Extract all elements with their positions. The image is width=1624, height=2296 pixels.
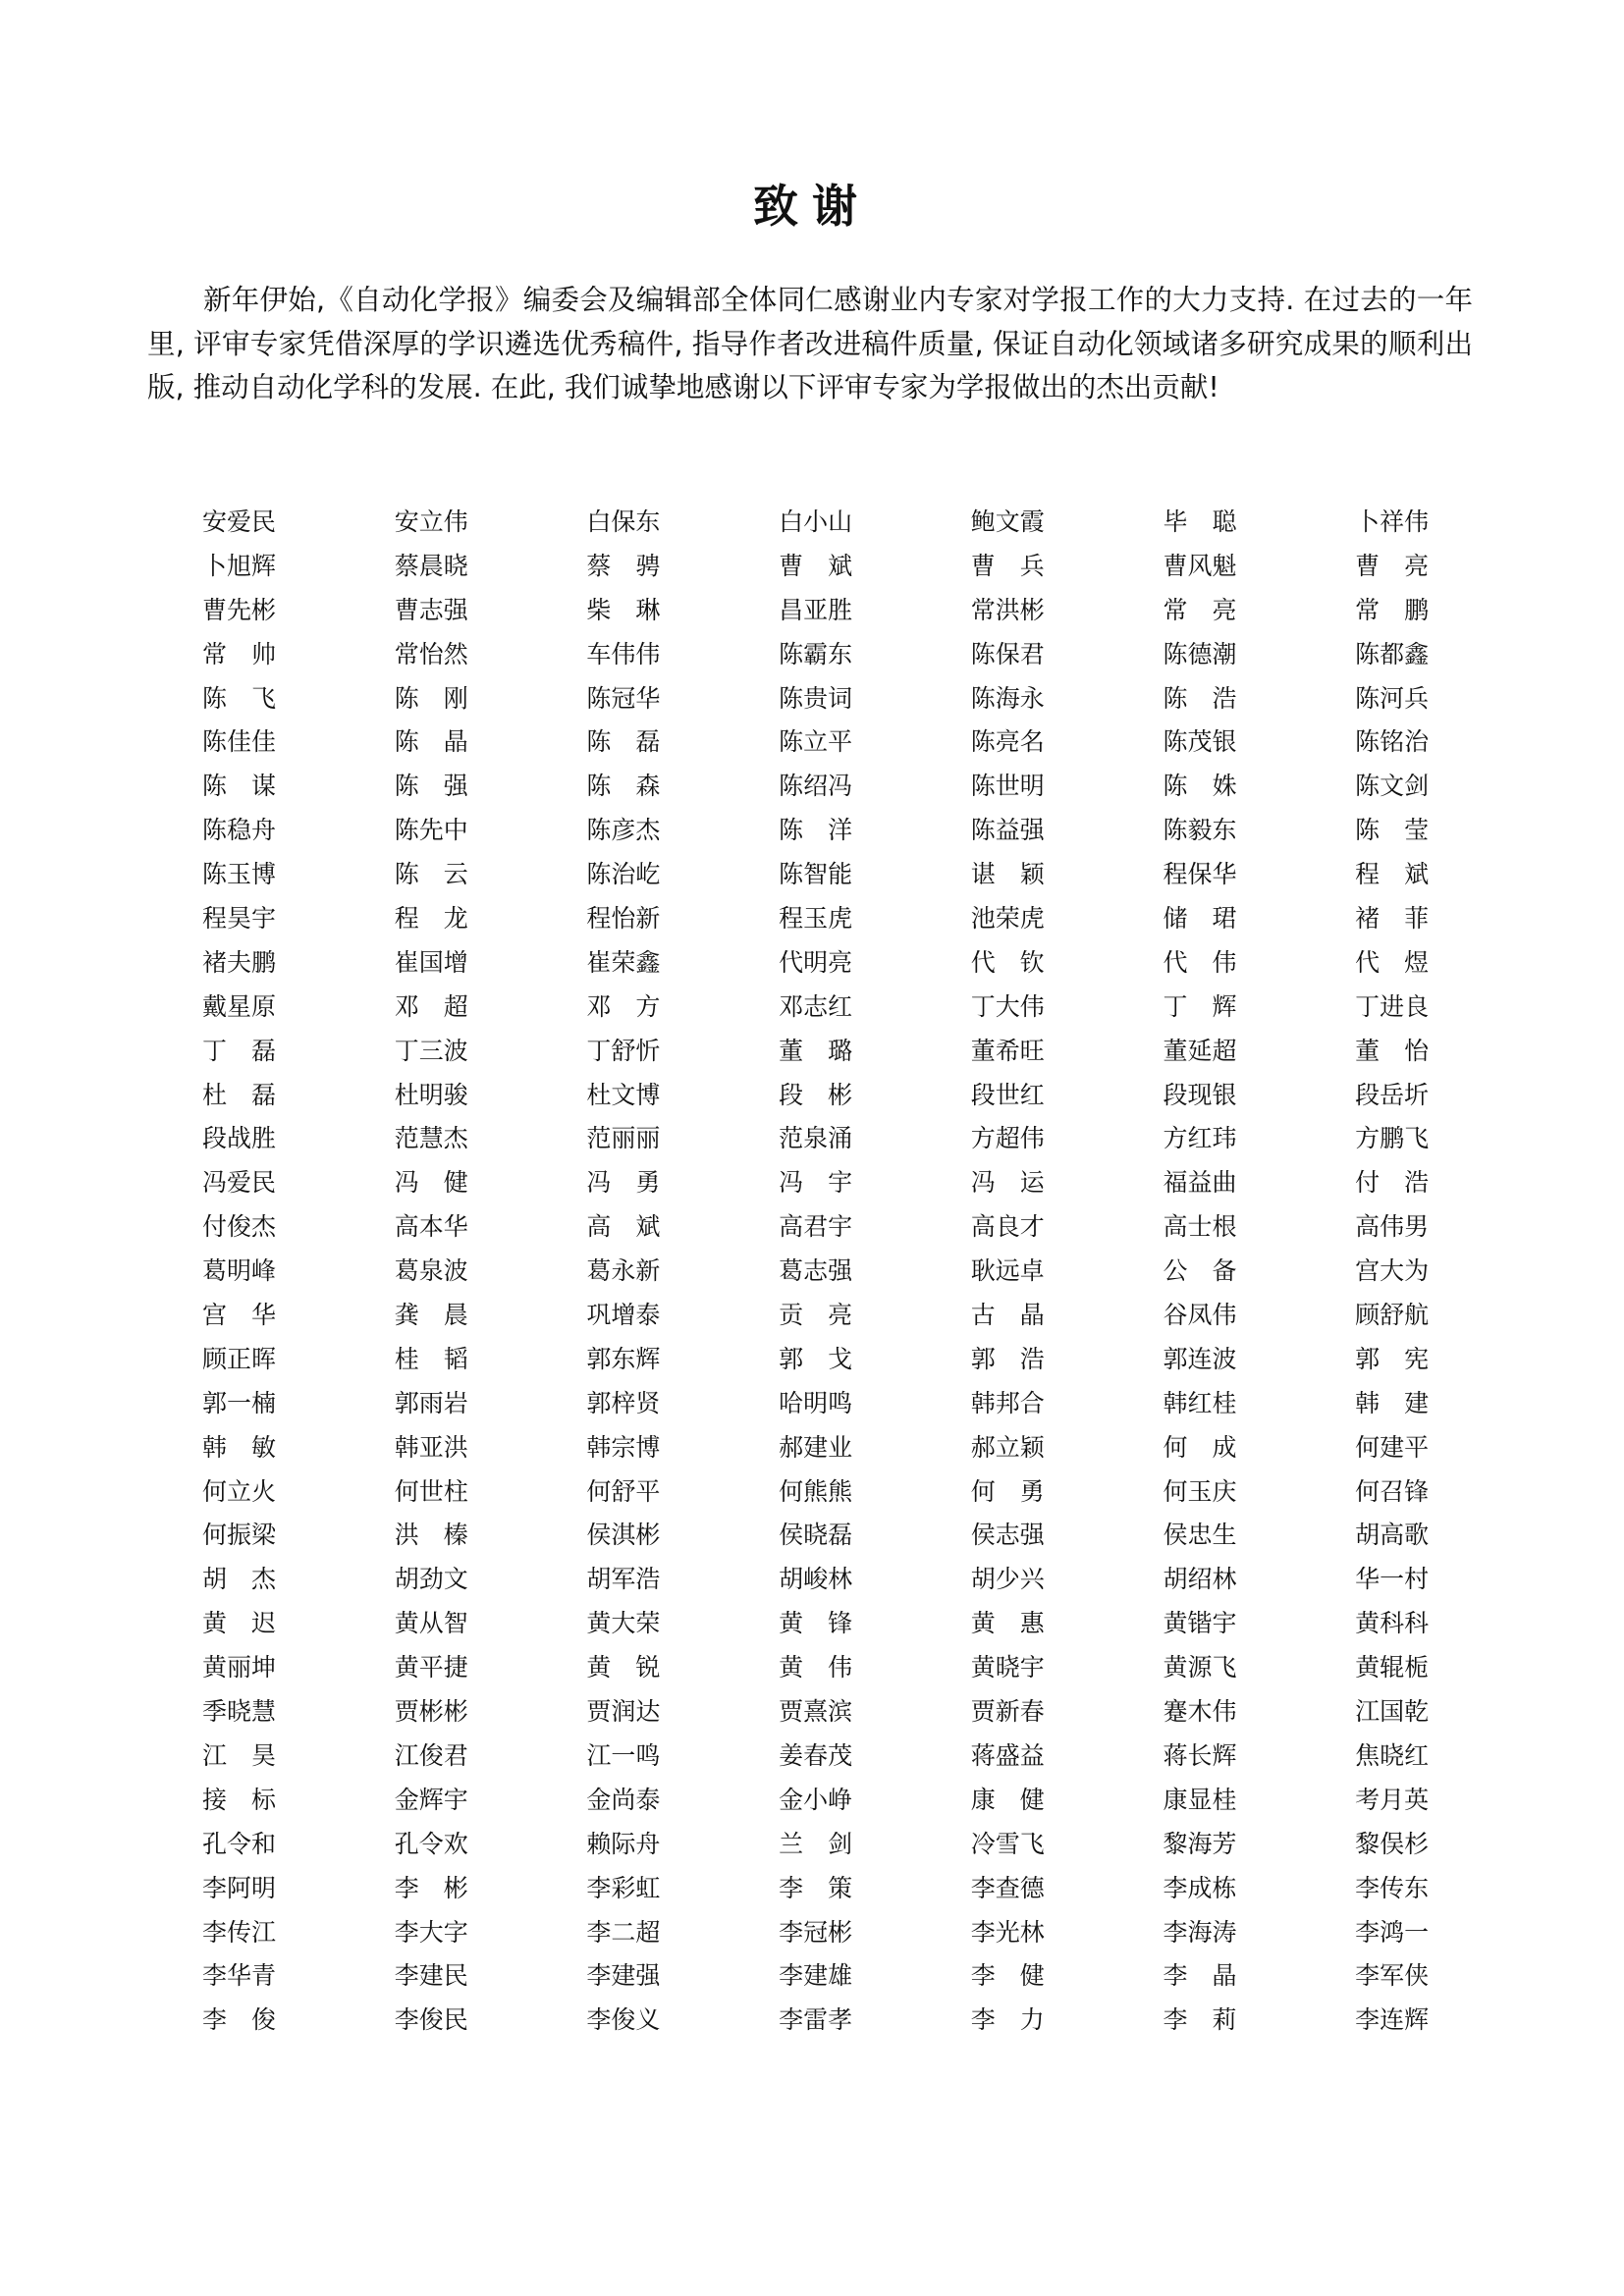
reviewer-name: 李建雄 [779,1961,853,1991]
reviewer-name: 陈飞 [202,683,301,713]
reviewer-name: 贡亮 [779,1301,878,1330]
reviewer-name: 鲍文霞 [970,507,1045,536]
reviewer-name: 顾舒航 [1355,1301,1430,1330]
reviewer-name: 陈河兵 [1355,683,1430,713]
reviewer-name: 赖际舟 [586,1829,661,1858]
reviewer-name: 冯宇 [779,1168,878,1198]
reviewer-name: 江昊 [202,1740,301,1770]
reviewer-name: 李彬 [394,1873,493,1902]
reviewer-name: 陈茂银 [1163,727,1237,757]
reviewer-name: 陈文剑 [1355,772,1430,801]
reviewer-name: 李阿明 [202,1873,277,1902]
reviewer-name: 董怡 [1355,1036,1454,1065]
reviewer-name: 李连辉 [1355,2005,1430,2035]
reviewer-name: 褚夫鹏 [202,947,277,977]
reviewer-name: 冯爱民 [202,1168,277,1198]
reviewer-name: 顾正晖 [202,1344,277,1373]
reviewer-name: 何成 [1163,1432,1262,1462]
intro-paragraph: 新年伊始,《自动化学报》编委会及编辑部全体同仁感谢业内专家对学报工作的大力支持. 在过去的一年里, 评审专家凭借深厚的学识遴选优秀稿件, 指导作者改进稿件质量, 保证自动化领域诸多研究成果的顺利出版, 推动自动化学科的发展. 在此, 我们诚挚地感谢以下评审专家为学报做出的杰出贡献! [147,284,1473,403]
reviewer-name: 韩敏 [202,1432,301,1462]
reviewer-name: 陈德潮 [1163,639,1237,668]
reviewer-name: 程昊宇 [202,904,277,934]
reviewer-name: 黄晓宇 [970,1653,1045,1682]
reviewer-name: 金尚泰 [586,1785,661,1814]
reviewer-name: 陈冠华 [586,683,661,713]
reviewer-name: 李莉 [1163,2005,1262,2035]
reviewer-name: 侯志强 [970,1521,1045,1550]
reviewer-name: 郝建业 [779,1432,853,1462]
reviewer-name: 李俊义 [586,2005,661,2035]
reviewer-name: 李俊 [202,2005,301,2035]
reviewer-name: 江一鸣 [586,1740,661,1770]
reviewer-name: 姜春茂 [779,1740,853,1770]
reviewer-name: 葛永新 [586,1256,661,1286]
reviewer-name: 褚菲 [1355,904,1454,934]
reviewer-name: 桂韬 [394,1344,493,1373]
reviewer-name: 胡少兴 [970,1565,1045,1594]
reviewer-name: 何勇 [970,1476,1069,1506]
reviewer-name: 黄平捷 [394,1653,468,1682]
reviewer-name: 黄伟 [779,1653,878,1682]
reviewer-name: 丁磊 [202,1036,301,1065]
reviewer-name: 黄从智 [394,1609,468,1638]
reviewer-name: 李军侠 [1355,1961,1430,1991]
reviewer-name: 兰剑 [779,1829,878,1858]
reviewer-name: 何世柱 [394,1476,468,1506]
reviewer-name: 胡劲文 [394,1565,468,1594]
reviewer-name: 何建平 [1355,1432,1430,1462]
reviewer-name: 李冠彬 [779,1917,853,1947]
reviewer-name: 杜明骏 [394,1080,468,1109]
reviewer-name: 董延超 [1163,1036,1237,1065]
reviewer-name: 郭梓贤 [586,1388,661,1417]
reviewer-name: 郭雨岩 [394,1388,468,1417]
reviewer-name: 邓志红 [779,991,853,1021]
reviewer-name: 公备 [1163,1256,1262,1286]
reviewer-name: 程保华 [1163,860,1237,889]
reviewer-name: 李建强 [586,1961,661,1991]
reviewer-name: 陈立平 [779,727,853,757]
reviewer-name: 何振梁 [202,1521,277,1550]
reviewer-name: 昌亚胜 [779,595,853,624]
reviewer-name: 李建民 [394,1961,468,1991]
reviewer-name: 段世红 [970,1080,1045,1109]
reviewer-name: 贾熹滨 [779,1697,853,1727]
reviewer-name: 李彩虹 [586,1873,661,1902]
reviewer-name: 董璐 [779,1036,878,1065]
reviewer-name: 程玉虎 [779,904,853,934]
reviewer-name: 黄惠 [970,1609,1069,1638]
reviewer-name: 付俊杰 [202,1212,277,1242]
reviewer-name: 李海涛 [1163,1917,1237,1947]
reviewer-name: 段战胜 [202,1124,277,1153]
reviewer-name: 曹亮 [1355,551,1454,580]
reviewer-name: 金辉宇 [394,1785,468,1814]
reviewer-name: 杜文博 [586,1080,661,1109]
reviewer-name: 何舒平 [586,1476,661,1506]
reviewer-name: 邓方 [586,991,685,1021]
reviewer-name: 陈谋 [202,772,301,801]
reviewer-name: 陈保君 [970,639,1045,668]
reviewer-name: 崔荣鑫 [586,947,661,977]
reviewer-name: 孔令和 [202,1829,277,1858]
reviewer-name: 陈浩 [1163,683,1262,713]
reviewer-name: 龚晨 [394,1301,493,1330]
reviewer-name: 郭浩 [970,1344,1069,1373]
reviewer-name: 白保东 [586,507,661,536]
reviewer-name: 江俊君 [394,1740,468,1770]
reviewer-name: 段现银 [1163,1080,1237,1109]
reviewer-name: 白小山 [779,507,853,536]
reviewer-name: 代钦 [970,947,1069,977]
reviewer-list [202,501,1454,2043]
reviewer-name: 陈都鑫 [1355,639,1430,668]
reviewer-name: 葛泉波 [394,1256,468,1286]
reviewer-name: 黄锋 [779,1609,878,1638]
reviewer-name: 胡绍林 [1163,1565,1237,1594]
reviewer-name: 方红玮 [1163,1124,1237,1153]
reviewer-name: 李力 [970,2005,1069,2035]
reviewer-name: 高本华 [394,1212,468,1242]
reviewer-name: 常帅 [202,639,301,668]
reviewer-name: 李大字 [394,1917,468,1947]
reviewer-name: 李传江 [202,1917,277,1947]
reviewer-name: 李健 [970,1961,1069,1991]
reviewer-name: 曹先彬 [202,595,277,624]
reviewer-name: 侯忠生 [1163,1521,1237,1550]
reviewer-name: 曹斌 [779,551,878,580]
reviewer-name: 康健 [970,1785,1069,1814]
reviewer-name: 陈姝 [1163,772,1262,801]
reviewer-name: 陈刚 [394,683,493,713]
reviewer-name: 丁舒忻 [586,1036,661,1065]
reviewer-name: 康显桂 [1163,1785,1237,1814]
reviewer-name: 巩增泰 [586,1301,661,1330]
reviewer-name: 柴琳 [586,595,685,624]
reviewer-name: 黄迟 [202,1609,301,1638]
reviewer-name: 范丽丽 [586,1124,661,1153]
reviewer-name: 贾新春 [970,1697,1045,1727]
reviewer-name: 陈强 [394,772,493,801]
reviewer-name: 李光林 [970,1917,1045,1947]
reviewer-name: 谷凤伟 [1163,1301,1237,1330]
reviewer-name: 安立伟 [394,507,468,536]
reviewer-name: 胡高歌 [1355,1521,1430,1550]
reviewer-name: 焦晓红 [1355,1740,1430,1770]
reviewer-name: 陈森 [586,772,685,801]
reviewer-name: 池荣虎 [970,904,1045,934]
reviewer-name: 蹇木伟 [1163,1697,1237,1727]
reviewer-name: 付浩 [1355,1168,1454,1198]
reviewer-name: 季晓慧 [202,1697,277,1727]
reviewer-name: 常鹏 [1355,595,1454,624]
reviewer-name: 高士根 [1163,1212,1237,1242]
reviewer-name: 安爱民 [202,507,277,536]
reviewer-name: 陈玉博 [202,860,277,889]
reviewer-name: 胡峻林 [779,1565,853,1594]
reviewer-name: 常怡然 [394,639,468,668]
reviewer-name: 接标 [202,1785,301,1814]
reviewer-name: 陈铭治 [1355,727,1430,757]
reviewer-name: 蔡骋 [586,551,685,580]
reviewer-name: 车伟伟 [586,639,661,668]
reviewer-name: 蒋盛益 [970,1740,1045,1770]
reviewer-name: 陈世明 [970,772,1045,801]
reviewer-name: 陈贵词 [779,683,853,713]
reviewer-name: 程怡新 [586,904,661,934]
reviewer-name: 李鸿一 [1355,1917,1430,1947]
reviewer-name: 李策 [779,1873,878,1902]
reviewer-name: 黄辊栀 [1355,1653,1430,1682]
reviewer-name: 葛明峰 [202,1256,277,1286]
reviewer-name: 耿远卓 [970,1256,1045,1286]
reviewer-name: 韩红桂 [1163,1388,1237,1417]
reviewer-name: 胡杰 [202,1565,301,1594]
reviewer-name: 范泉涌 [779,1124,853,1153]
reviewer-name: 陈海永 [970,683,1045,713]
reviewer-name: 方超伟 [970,1124,1045,1153]
reviewer-name: 郭东辉 [586,1344,661,1373]
reviewer-name: 谌颖 [970,860,1069,889]
reviewer-name: 陈治屹 [586,860,661,889]
page-title: 致谢 [753,180,871,233]
reviewer-name: 卜祥伟 [1355,507,1430,536]
reviewer-name: 陈先中 [394,816,468,845]
reviewer-name: 洪榛 [394,1521,493,1550]
reviewer-name: 哈明鸣 [779,1388,853,1417]
reviewer-name: 黄锐 [586,1653,685,1682]
reviewer-name: 福益曲 [1163,1168,1237,1198]
reviewer-name: 高良才 [970,1212,1045,1242]
reviewer-name: 李传东 [1355,1873,1430,1902]
reviewer-name: 陈磊 [586,727,685,757]
reviewer-name: 陈佳佳 [202,727,277,757]
reviewer-name: 杜磊 [202,1080,301,1109]
reviewer-name: 侯晓磊 [779,1521,853,1550]
reviewer-name: 陈益强 [970,816,1045,845]
reviewer-name: 卜旭辉 [202,551,277,580]
reviewer-name: 代伟 [1163,947,1262,977]
reviewer-name: 侯淇彬 [586,1521,661,1550]
reviewer-name: 郭连波 [1163,1344,1237,1373]
reviewer-name: 葛志强 [779,1256,853,1286]
reviewer-name: 陈云 [394,860,493,889]
reviewer-name: 韩建 [1355,1388,1454,1417]
reviewer-name: 程斌 [1355,860,1454,889]
reviewer-name: 江国乾 [1355,1697,1430,1727]
reviewer-name: 曹兵 [970,551,1069,580]
reviewer-name: 陈莹 [1355,816,1454,845]
reviewer-name: 孔令欢 [394,1829,468,1858]
reviewer-name: 郭戈 [779,1344,878,1373]
reviewer-name: 李二超 [586,1917,661,1947]
reviewer-name: 储珺 [1163,904,1262,934]
reviewer-name: 何立火 [202,1476,277,1506]
reviewer-name: 贾彬彬 [394,1697,468,1727]
reviewer-name: 冯健 [394,1168,493,1198]
reviewer-name: 崔国增 [394,947,468,977]
reviewer-name: 常洪彬 [970,595,1045,624]
reviewer-name: 陈稳舟 [202,816,277,845]
reviewer-name: 陈毅东 [1163,816,1237,845]
reviewer-name: 郝立颖 [970,1432,1045,1462]
reviewer-name: 何玉庆 [1163,1476,1237,1506]
reviewer-name: 黄源飞 [1163,1653,1237,1682]
reviewer-name: 李查德 [970,1873,1045,1902]
reviewer-name: 冯运 [970,1168,1069,1198]
reviewer-name: 丁三波 [394,1036,468,1065]
reviewer-name: 程龙 [394,904,493,934]
reviewer-name: 韩邦合 [970,1388,1045,1417]
reviewer-name: 毕聪 [1163,507,1262,536]
reviewer-name: 李成栋 [1163,1873,1237,1902]
reviewer-name: 黄大荣 [586,1609,661,1638]
reviewer-name: 考月英 [1355,1785,1430,1814]
reviewer-name: 韩宗博 [586,1432,661,1462]
reviewer-name: 韩亚洪 [394,1432,468,1462]
reviewer-name: 冷雪飞 [970,1829,1045,1858]
reviewer-name: 曹志强 [394,595,468,624]
reviewer-name: 曹风魁 [1163,551,1237,580]
reviewer-name: 高斌 [586,1212,685,1242]
reviewer-name: 陈霸东 [779,639,853,668]
reviewer-name: 陈亮名 [970,727,1045,757]
reviewer-name: 蒋长辉 [1163,1740,1237,1770]
reviewer-name: 代煜 [1355,947,1454,977]
reviewer-name: 李晶 [1163,1961,1262,1991]
reviewer-name: 陈智能 [779,860,853,889]
reviewer-name: 郭宪 [1355,1344,1454,1373]
reviewer-name: 何熊熊 [779,1476,853,1506]
reviewer-name: 宫大为 [1355,1256,1430,1286]
reviewer-name: 邓超 [394,991,493,1021]
reviewer-name: 胡军浩 [586,1565,661,1594]
reviewer-name: 黄科科 [1355,1609,1430,1638]
reviewer-name: 丁进良 [1355,991,1430,1021]
reviewer-name: 方鹏飞 [1355,1124,1430,1153]
reviewer-name: 范慧杰 [394,1124,468,1153]
reviewer-name: 黄锴宇 [1163,1609,1237,1638]
reviewer-name: 高伟男 [1355,1212,1430,1242]
reviewer-name: 李俊民 [394,2005,468,2035]
reviewer-name: 黎海芳 [1163,1829,1237,1858]
reviewer-name: 古晶 [970,1301,1069,1330]
reviewer-name: 段彬 [779,1080,878,1109]
reviewer-name: 李华青 [202,1961,277,1991]
reviewer-name: 戴星原 [202,991,277,1021]
reviewer-name: 代明亮 [779,947,853,977]
reviewer-name: 黎俣杉 [1355,1829,1430,1858]
reviewer-name: 蔡晨晓 [394,551,468,580]
reviewer-name: 丁辉 [1163,991,1262,1021]
reviewer-name: 常亮 [1163,595,1262,624]
reviewer-name: 华一村 [1355,1565,1430,1594]
reviewer-name: 陈彦杰 [586,816,661,845]
reviewer-name: 陈晶 [394,727,493,757]
reviewer-name: 段岳圻 [1355,1080,1430,1109]
reviewer-name: 李雷孝 [779,2005,853,2035]
reviewer-name: 丁大伟 [970,991,1045,1021]
reviewer-name: 陈洋 [779,816,878,845]
reviewer-name: 何召锋 [1355,1476,1430,1506]
reviewer-name: 郭一楠 [202,1388,277,1417]
reviewer-name: 贾润达 [586,1697,661,1727]
reviewer-name: 董希旺 [970,1036,1045,1065]
reviewer-name: 宫华 [202,1301,301,1330]
reviewer-name: 金小峥 [779,1785,853,1814]
reviewer-name: 陈绍冯 [779,772,853,801]
reviewer-name: 黄丽坤 [202,1653,277,1682]
reviewer-name: 冯勇 [586,1168,685,1198]
reviewer-name: 高君宇 [779,1212,853,1242]
